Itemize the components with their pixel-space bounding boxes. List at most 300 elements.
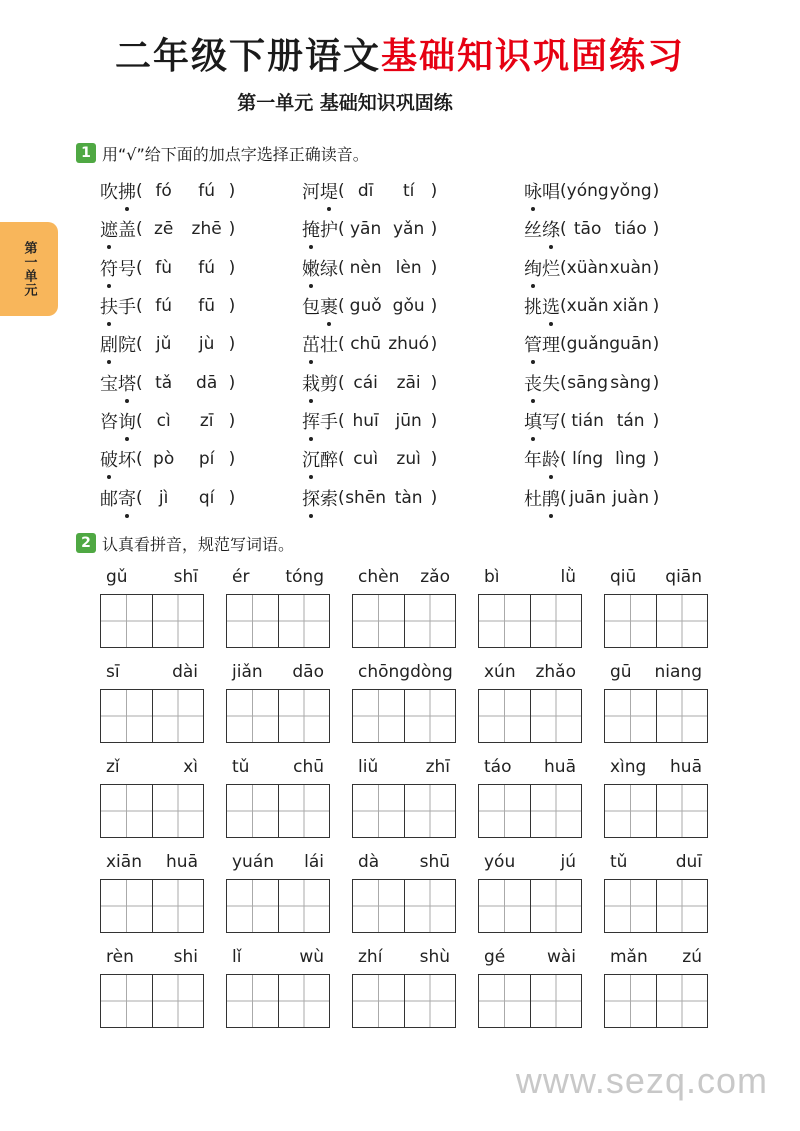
pinyin-syllable: yuán xyxy=(232,852,275,872)
pinyin-label xyxy=(100,657,204,687)
watermark: www.sezq.com xyxy=(515,1060,768,1101)
pinyin-option-a[interactable]: jì xyxy=(158,487,169,508)
pinyin-label xyxy=(226,942,330,972)
pinyin-option-b[interactable]: lìng xyxy=(615,449,647,470)
unit-subtitle: 第一单元 基础知识巩固练 xyxy=(237,92,453,114)
paren-close: ) xyxy=(652,257,660,278)
pinyin-option-b[interactable]: yǒng xyxy=(609,181,652,202)
pinyin-option-b[interactable]: tí xyxy=(402,181,415,202)
paren-close: ) xyxy=(430,257,438,278)
word-char: 包 xyxy=(302,297,320,319)
dotted-char: 沉 xyxy=(302,450,320,472)
pinyin-option-b[interactable]: zāi xyxy=(396,372,421,393)
word-char: 手 xyxy=(320,411,338,433)
pinyin-syllable: dà xyxy=(358,852,380,872)
paren-close: ) xyxy=(228,219,236,240)
pinyin-syllable: huā xyxy=(670,757,702,777)
pronunciation-item xyxy=(524,249,740,287)
word-char: 吹 xyxy=(100,182,118,204)
pronunciation-item xyxy=(524,210,740,248)
pinyin-option-a[interactable]: líng xyxy=(572,449,604,470)
writing-row xyxy=(100,847,720,942)
word-char: 咨 xyxy=(100,411,118,433)
pinyin-syllable: dòng xyxy=(410,662,453,682)
paren-open: ( xyxy=(560,181,567,202)
item-word xyxy=(524,446,560,472)
word-char: 写 xyxy=(542,411,560,433)
paren-open: ( xyxy=(338,296,345,317)
pinyin-option-b[interactable]: fū xyxy=(198,296,216,317)
writing-cell[interactable] xyxy=(530,690,582,742)
pinyin-option-b[interactable]: tán xyxy=(616,410,645,431)
writing-cell[interactable] xyxy=(278,690,330,742)
pinyin-syllable: zhǎo xyxy=(535,662,576,682)
writing-cell[interactable] xyxy=(656,975,708,1027)
paren-open: ( xyxy=(560,487,567,508)
pinyin-option-a[interactable]: sāng xyxy=(567,372,609,393)
pronunciation-item xyxy=(100,478,302,516)
pinyin-option-a[interactable]: huī xyxy=(352,410,379,431)
pinyin-syllable: lái xyxy=(304,852,324,872)
paren-close: ) xyxy=(430,410,438,431)
dotted-char: 茁 xyxy=(302,335,320,357)
writing-cell[interactable] xyxy=(152,785,204,837)
pinyin-syllable: lǜ xyxy=(560,567,576,587)
character-writing-boxes xyxy=(226,974,330,1028)
character-writing-boxes xyxy=(478,689,582,743)
dotted-char: 扶 xyxy=(100,297,118,319)
character-writing-boxes xyxy=(100,974,204,1028)
pinyin-option-b[interactable]: tiáo xyxy=(614,219,647,240)
writing-cell[interactable] xyxy=(227,785,278,837)
pinyin-option-a[interactable]: zē xyxy=(153,219,174,240)
pinyin-option-a[interactable]: pò xyxy=(153,449,175,470)
pinyin-option-a[interactable]: fú xyxy=(155,296,173,317)
item-word xyxy=(524,485,560,511)
pinyin-option-a[interactable]: cì xyxy=(156,410,171,431)
pinyin-option-a[interactable]: shēn xyxy=(345,487,387,508)
writing-cell[interactable] xyxy=(353,975,404,1027)
pronunciation-item xyxy=(524,402,740,440)
pinyin-syllable: huā xyxy=(166,852,198,872)
writing-cell[interactable] xyxy=(530,785,582,837)
item-word xyxy=(302,370,338,396)
paren-open: ( xyxy=(560,257,567,278)
pinyin-syllable: qiū xyxy=(610,567,637,587)
pinyin-syllable: gū xyxy=(610,662,632,682)
word-char: 院 xyxy=(118,335,136,357)
pronunciation-item xyxy=(524,172,740,210)
pinyin-option-a[interactable]: jǔ xyxy=(155,334,172,355)
pinyin-option-b[interactable]: guān xyxy=(609,334,653,355)
pinyin-syllable: zǎo xyxy=(420,567,450,587)
paren-open: ( xyxy=(136,334,143,355)
pinyin-syllable: táo xyxy=(484,757,512,777)
paren-close: ) xyxy=(652,219,660,240)
dotted-char: 探 xyxy=(302,488,320,510)
unit-side-tab-label: 第一单元 xyxy=(21,241,37,297)
writing-item xyxy=(352,562,456,648)
pinyin-syllable: wù xyxy=(299,947,324,967)
paren-close: ) xyxy=(430,219,438,240)
writing-cell[interactable] xyxy=(404,690,456,742)
writing-cell[interactable] xyxy=(605,785,656,837)
paren-open: ( xyxy=(560,449,567,470)
writing-cell[interactable] xyxy=(101,690,152,742)
writing-item xyxy=(352,752,456,838)
pinyin-label xyxy=(352,562,456,592)
paren-open: ( xyxy=(136,296,143,317)
pinyin-label xyxy=(604,657,708,687)
writing-cell[interactable] xyxy=(479,690,530,742)
character-writing-boxes xyxy=(604,974,708,1028)
pronunciation-item xyxy=(302,172,524,210)
pinyin-option-b[interactable]: juàn xyxy=(612,487,649,508)
writing-cell[interactable] xyxy=(656,785,708,837)
dotted-char: 破 xyxy=(100,450,118,472)
pinyin-option-b[interactable]: pí xyxy=(198,449,215,470)
item-word xyxy=(100,485,136,511)
item-word xyxy=(302,485,338,511)
writing-cell[interactable] xyxy=(656,595,708,647)
paren-close: ) xyxy=(430,449,438,470)
paren-open: ( xyxy=(338,449,345,470)
writing-item xyxy=(478,847,582,933)
pinyin-option-a[interactable]: tāo xyxy=(573,219,602,240)
character-writing-boxes xyxy=(604,879,708,933)
paren-open: ( xyxy=(560,334,567,355)
paren-close: ) xyxy=(228,487,236,508)
writing-cell[interactable] xyxy=(530,975,582,1027)
pinyin-option-a[interactable]: guǒ xyxy=(349,296,382,317)
word-char: 索 xyxy=(320,488,338,510)
item-word xyxy=(100,446,136,472)
pinyin-label xyxy=(478,752,582,782)
writing-item xyxy=(100,942,204,1028)
writing-cell[interactable] xyxy=(278,595,330,647)
pinyin-option-b[interactable]: lèn xyxy=(395,257,422,278)
dotted-char: 拂 xyxy=(118,182,136,204)
character-writing-boxes xyxy=(100,784,204,838)
writing-item xyxy=(226,847,330,933)
word-char: 河 xyxy=(302,182,320,204)
writing-item xyxy=(604,657,708,743)
writing-item xyxy=(478,752,582,838)
writing-cell[interactable] xyxy=(101,595,152,647)
writing-cell[interactable] xyxy=(353,595,404,647)
paren-open: ( xyxy=(136,487,143,508)
paren-close: ) xyxy=(652,181,660,202)
dotted-char: 栽 xyxy=(302,373,320,395)
paren-close: ) xyxy=(228,410,236,431)
paren-close: ) xyxy=(430,181,438,202)
pinyin-syllable: xì xyxy=(183,757,198,777)
pinyin-option-a[interactable]: nèn xyxy=(349,257,382,278)
writing-cell[interactable] xyxy=(101,785,152,837)
word-char: 年 xyxy=(524,450,542,472)
writing-row xyxy=(100,562,720,657)
pinyin-option-b[interactable]: gǒu xyxy=(392,296,425,317)
pinyin-option-b[interactable]: yǎn xyxy=(393,219,425,240)
section-2-instruction: 认真看拼音，规范写词语。 xyxy=(102,534,295,554)
pronunciation-item xyxy=(100,363,302,401)
writing-cell[interactable] xyxy=(530,880,582,932)
pronunciation-choice-grid xyxy=(100,172,740,517)
writing-cell[interactable] xyxy=(278,975,330,1027)
character-writing-boxes xyxy=(604,689,708,743)
paren-close: ) xyxy=(652,449,660,470)
paren-close: ) xyxy=(430,487,438,508)
pinyin-label xyxy=(100,847,204,877)
pinyin-option-b[interactable]: xiǎn xyxy=(612,296,649,317)
writing-cell[interactable] xyxy=(278,785,330,837)
pinyin-option-b[interactable]: jūn xyxy=(395,410,422,431)
item-word xyxy=(100,293,136,319)
pinyin-label xyxy=(226,847,330,877)
pinyin-label xyxy=(100,752,204,782)
dotted-char: 裹 xyxy=(320,297,338,319)
pinyin-label xyxy=(226,562,330,592)
pinyin-option-a[interactable]: dī xyxy=(357,181,374,202)
pinyin-label xyxy=(604,562,708,592)
pinyin-option-b[interactable]: qí xyxy=(198,487,215,508)
pinyin-option-b[interactable]: jù xyxy=(198,334,215,355)
writing-item xyxy=(352,942,456,1028)
writing-cell[interactable] xyxy=(404,785,456,837)
writing-cell[interactable] xyxy=(152,690,204,742)
item-word xyxy=(100,255,136,281)
dotted-char: 寄 xyxy=(118,488,136,510)
writing-item xyxy=(604,942,708,1028)
pinyin-option-b[interactable]: zhē xyxy=(191,219,222,240)
dotted-char: 剧 xyxy=(100,335,118,357)
word-char: 失 xyxy=(542,373,560,395)
item-word xyxy=(100,178,136,204)
writing-cell[interactable] xyxy=(404,880,456,932)
pinyin-syllable: dài xyxy=(172,662,198,682)
pinyin-option-a[interactable]: fó xyxy=(155,181,172,202)
pinyin-option-b[interactable]: fú xyxy=(198,257,216,278)
pinyin-syllable: sī xyxy=(106,662,120,682)
character-writing-boxes xyxy=(226,689,330,743)
writing-cell[interactable] xyxy=(404,975,456,1027)
paren-close: ) xyxy=(652,487,660,508)
writing-item xyxy=(604,562,708,648)
pinyin-option-b[interactable]: zī xyxy=(199,410,214,431)
item-word xyxy=(302,178,338,204)
writing-cell[interactable] xyxy=(227,975,278,1027)
pinyin-label xyxy=(100,942,204,972)
writing-cell[interactable] xyxy=(605,975,656,1027)
pronunciation-item xyxy=(524,363,740,401)
pinyin-syllable: chèn xyxy=(358,567,400,587)
pinyin-option-b[interactable]: dā xyxy=(196,372,218,393)
pinyin-option-a[interactable]: tǎ xyxy=(155,372,173,393)
item-word xyxy=(524,408,560,434)
pinyin-option-a[interactable]: cái xyxy=(353,372,378,393)
pinyin-option-b[interactable]: fú xyxy=(198,181,216,202)
character-writing-boxes xyxy=(352,594,456,648)
pinyin-label xyxy=(478,942,582,972)
word-char: 壮 xyxy=(320,335,338,357)
word-char: 手 xyxy=(118,297,136,319)
dotted-char: 遮 xyxy=(100,220,118,242)
writing-cell[interactable] xyxy=(479,975,530,1027)
writing-cell[interactable] xyxy=(605,880,656,932)
pinyin-option-a[interactable]: chū xyxy=(350,334,382,355)
writing-cell[interactable] xyxy=(353,785,404,837)
pinyin-label xyxy=(604,847,708,877)
pronunciation-item xyxy=(524,325,740,363)
unit-side-tab xyxy=(0,222,58,316)
paren-open: ( xyxy=(338,334,345,355)
pinyin-syllable: tóng xyxy=(285,567,324,587)
pinyin-label xyxy=(352,942,456,972)
writing-cell[interactable] xyxy=(404,595,456,647)
writing-cell[interactable] xyxy=(353,690,404,742)
pinyin-syllable: niang xyxy=(654,662,702,682)
pinyin-option-b[interactable]: tàn xyxy=(394,487,423,508)
writing-cell[interactable] xyxy=(101,975,152,1027)
paren-close: ) xyxy=(652,410,660,431)
writing-cell[interactable] xyxy=(530,595,582,647)
pinyin-option-a[interactable]: yóng xyxy=(566,181,609,202)
pinyin-syllable: gé xyxy=(484,947,506,967)
pronunciation-item xyxy=(100,172,302,210)
writing-cell[interactable] xyxy=(605,595,656,647)
paren-open: ( xyxy=(338,181,345,202)
writing-cell[interactable] xyxy=(605,690,656,742)
pronunciation-item xyxy=(100,249,302,287)
pinyin-option-b[interactable]: xuàn xyxy=(609,257,652,278)
pronunciation-item xyxy=(302,325,524,363)
pinyin-syllable: chū xyxy=(293,757,324,777)
pinyin-syllable: yóu xyxy=(484,852,516,872)
pinyin-syllable: shi xyxy=(173,947,198,967)
pinyin-syllable: shū xyxy=(419,852,450,872)
writing-cell[interactable] xyxy=(227,690,278,742)
pinyin-option-b[interactable]: sàng xyxy=(610,372,652,393)
pinyin-syllable: zú xyxy=(682,947,702,967)
writing-cell[interactable] xyxy=(152,975,204,1027)
writing-row xyxy=(100,657,720,752)
pinyin-syllable: bì xyxy=(484,567,500,587)
word-char: 挑 xyxy=(524,297,542,319)
writing-item xyxy=(226,752,330,838)
dotted-char: 嫩 xyxy=(302,258,320,280)
pronunciation-item xyxy=(524,478,740,516)
word-char: 护 xyxy=(320,220,338,242)
writing-item xyxy=(226,562,330,648)
word-char: 邮 xyxy=(100,488,118,510)
character-writing-boxes xyxy=(352,784,456,838)
pinyin-option-b[interactable]: zhuó xyxy=(388,334,430,355)
paren-open: ( xyxy=(338,487,345,508)
paren-open: ( xyxy=(560,296,567,317)
writing-cell[interactable] xyxy=(656,690,708,742)
paren-open: ( xyxy=(560,219,567,240)
item-word xyxy=(100,408,136,434)
pronunciation-item xyxy=(302,287,524,325)
writing-cell[interactable] xyxy=(101,880,152,932)
pinyin-option-a[interactable]: fù xyxy=(155,257,173,278)
paren-close: ) xyxy=(652,296,660,317)
item-word xyxy=(302,331,338,357)
word-char: 杜 xyxy=(524,488,542,510)
paren-open: ( xyxy=(136,449,143,470)
section-1-number-badge: 1 xyxy=(76,143,96,163)
character-writing-boxes xyxy=(478,879,582,933)
pinyin-label xyxy=(352,752,456,782)
character-writing-boxes xyxy=(478,594,582,648)
writing-item xyxy=(604,752,708,838)
pinyin-syllable: xún xyxy=(484,662,516,682)
writing-cell[interactable] xyxy=(152,595,204,647)
paren-open: ( xyxy=(136,219,143,240)
writing-cell[interactable] xyxy=(479,595,530,647)
writing-item xyxy=(226,942,330,1028)
pronunciation-item xyxy=(100,325,302,363)
paren-open: ( xyxy=(560,372,567,393)
writing-item xyxy=(100,657,204,743)
writing-cell[interactable] xyxy=(278,880,330,932)
paren-close: ) xyxy=(228,372,236,393)
pinyin-option-a[interactable]: xüàn xyxy=(566,257,609,278)
word-char: 唱 xyxy=(542,182,560,204)
pronunciation-item xyxy=(302,249,524,287)
writing-cell[interactable] xyxy=(656,880,708,932)
item-word xyxy=(302,255,338,281)
pinyin-option-a[interactable]: cuì xyxy=(353,449,379,470)
writing-cell[interactable] xyxy=(227,595,278,647)
pinyin-option-b[interactable]: zuì xyxy=(396,449,421,470)
pinyin-option-a[interactable]: xuǎn xyxy=(566,296,609,317)
paren-close: ) xyxy=(430,296,438,317)
writing-practice-grid xyxy=(100,562,720,1037)
pinyin-syllable: tǔ xyxy=(610,852,628,872)
dotted-char: 咏 xyxy=(524,182,542,204)
dotted-char: 掩 xyxy=(302,220,320,242)
writing-cell[interactable] xyxy=(479,880,530,932)
writing-cell[interactable] xyxy=(479,785,530,837)
character-writing-boxes xyxy=(100,879,204,933)
pinyin-syllable: dāo xyxy=(292,662,324,682)
paren-close: ) xyxy=(430,334,438,355)
item-word xyxy=(524,216,560,242)
pinyin-syllable: huā xyxy=(544,757,576,777)
dotted-char: 绚 xyxy=(524,258,542,280)
pinyin-option-a[interactable]: juān xyxy=(569,487,606,508)
pronunciation-item xyxy=(524,440,740,478)
writing-item xyxy=(100,562,204,648)
pinyin-option-a[interactable]: yān xyxy=(350,219,382,240)
section-2-number-badge: 2 xyxy=(76,533,96,553)
pinyin-option-a[interactable]: tián xyxy=(571,410,604,431)
item-word xyxy=(524,178,560,204)
pinyin-label xyxy=(604,942,708,972)
paren-close: ) xyxy=(228,257,236,278)
pinyin-option-a[interactable]: guǎn xyxy=(566,334,610,355)
pinyin-label xyxy=(352,847,456,877)
writing-cell[interactable] xyxy=(227,880,278,932)
word-char: 盖 xyxy=(118,220,136,242)
writing-cell[interactable] xyxy=(353,880,404,932)
writing-cell[interactable] xyxy=(152,880,204,932)
character-writing-boxes xyxy=(604,784,708,838)
word-char: 剪 xyxy=(320,373,338,395)
pinyin-syllable: zhī xyxy=(425,757,450,777)
dotted-char: 询 xyxy=(118,411,136,433)
